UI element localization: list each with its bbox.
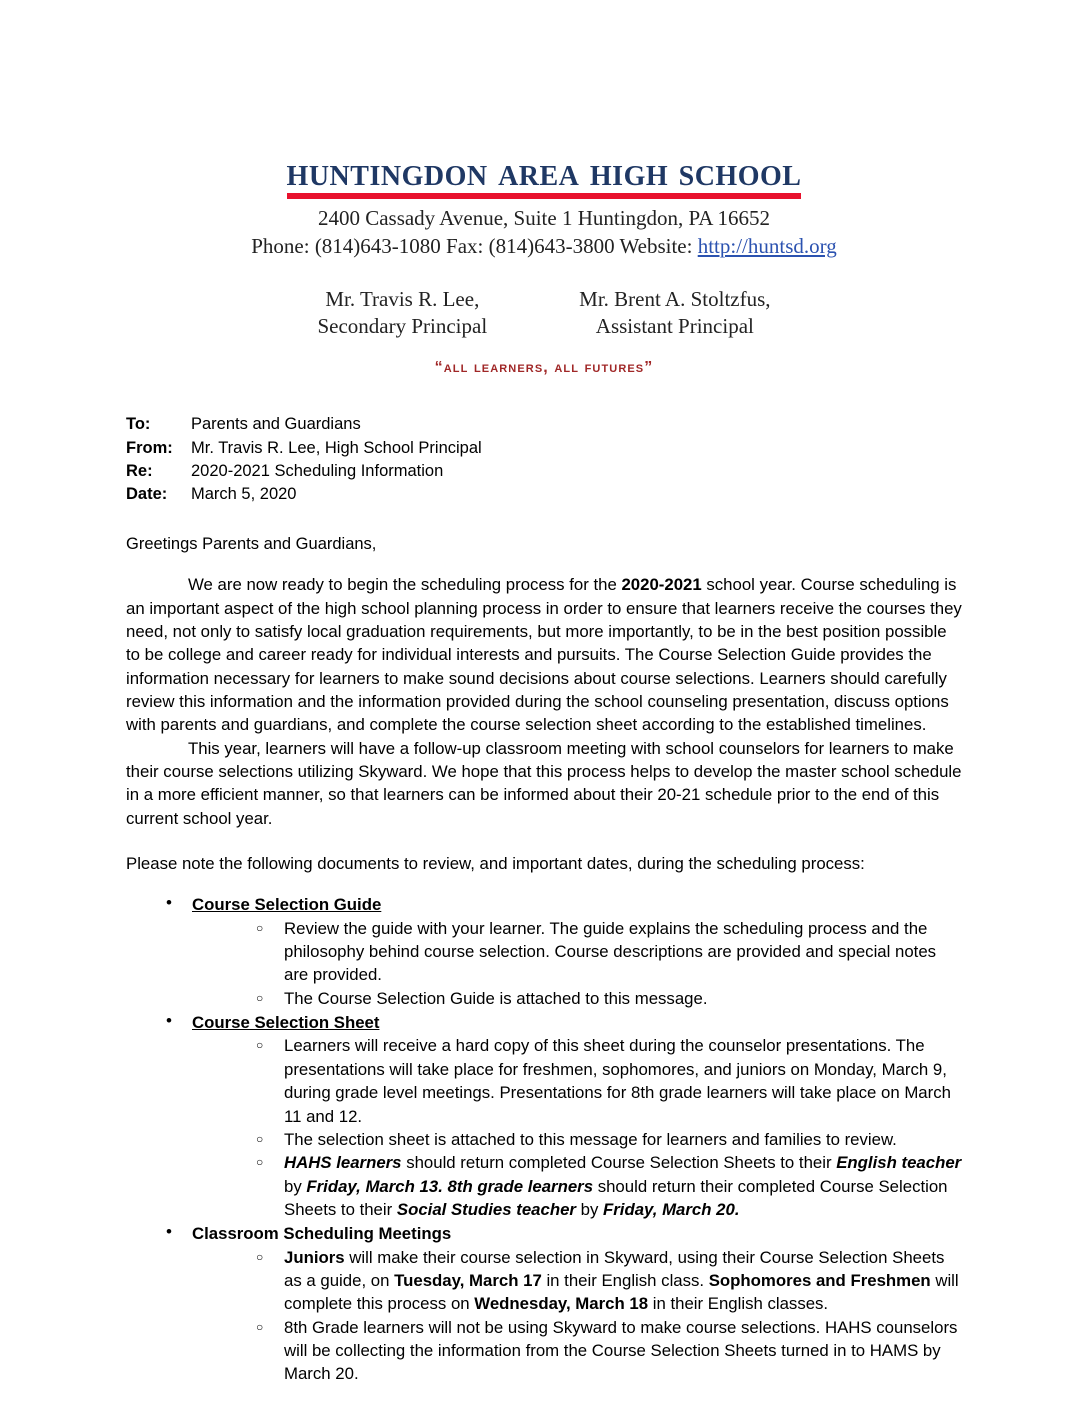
sheet-item3-part-h: by [575, 1199, 604, 1219]
emphasis-tuesday-march-17: Tuesday, March 17 [394, 1270, 542, 1290]
sublist-classroom-scheduling-meetings [192, 1246, 962, 1386]
sheet-item3-part-d: by [284, 1176, 307, 1196]
memo-row-date [126, 483, 962, 506]
list-item-classroom-scheduling-meetings [166, 1222, 962, 1385]
school-name: huntingdon area high school [286, 149, 802, 194]
contact-phone-fax-text: Phone: (814)643-1080 Fax: (814)643-3800 Website: [251, 233, 698, 258]
principal-assistant-name: Mr. Brent A. Stoltzfus, [579, 286, 771, 311]
emphasis-juniors: Juniors [284, 1247, 345, 1267]
principals-block [126, 286, 962, 341]
list-item: ○ Learners will receive a hard copy of this sheet during the counselor presentations. The presentations will take place for freshmen, sophomores, and juniors on Monday, March 9, during grade level meetings. Presentations for 8th grade learners will take place on March 11 and 12. [256, 1034, 962, 1127]
memo-label-to: To: [126, 415, 151, 434]
meetings-item1-part-f: will complete this process on [284, 1270, 959, 1314]
heading-course-selection-sheet: • Course Selection Sheet [192, 1013, 380, 1033]
list-item: ○ The Course Selection Guide is attached to this message. [256, 987, 962, 1010]
scheduling-documents-list [126, 893, 962, 1385]
emphasis-hahs-learners: HAHS learners [284, 1153, 402, 1173]
paragraph-two: This year, learners will have a follow-up classroom meeting with school counselors for learners to make their course selections utilizing Skyward. We hope that this process helps to develop the master school schedule in a more efficient manner, so that learners can be informed about their 20-21 schedule prior to the end of this current school year. [126, 738, 962, 828]
emphasis-sophomores-and-freshmen: Sophomores and Freshmen [708, 1270, 931, 1290]
principal-assistant [579, 286, 770, 341]
paragraph-one-school-year: 2020-2021 [621, 575, 702, 595]
list-item: ○ Review the guide with your learner. The guide explains the scheduling process and the philosophy behind course selection. Course descriptions are provided and special notes are provided. [256, 917, 962, 987]
meetings-item1-part-h: in their English classes. [648, 1294, 829, 1314]
emphasis-friday-march-13: Friday, March 13. 8th grade learners [306, 1176, 594, 1196]
memo-row-from [126, 437, 962, 460]
letterhead [126, 0, 962, 377]
memo-label-date: Date: [126, 485, 168, 504]
memo-row-to [126, 413, 962, 436]
school-motto: “all learners, all futures” [434, 359, 654, 377]
list-item-course-selection-guide [166, 893, 962, 1010]
principal-assistant-title: Assistant Principal [595, 314, 754, 339]
memo-header [126, 413, 962, 507]
memo-value-to: Parents and Guardians [191, 415, 361, 434]
principal-secondary-name: Mr. Travis R. Lee, [325, 286, 480, 311]
memo-value-from: Mr. Travis R. Lee, High School Principal [191, 438, 482, 457]
heading-course-selection-guide: • Course Selection Guide [192, 895, 382, 915]
memo-row-re [126, 460, 962, 483]
school-address: 2400 Cassady Avenue, Suite 1 Huntingdon, PA 16652 [317, 206, 771, 230]
principal-secondary-title: Secondary Principal [317, 314, 488, 339]
emphasis-wednesday-march-18: Wednesday, March 18 [474, 1294, 649, 1314]
list-item-course-selection-sheet [166, 1011, 962, 1221]
paragraph-one-part-b: school year. Course scheduling is an important aspect of the high school planning process in order to ensure that learners receive the courses they need, not only to satisfy local graduation requirements, but more importantly, to be in the best position possible to be college and career ready for individual interests and pursuits. The Course Selection Guide provides the information necessary for learners to make sound decisions about course selections. Learners should carefully review this information and the information provided during the school counseling presentation, discuss options with parents and guardians, and complete the course selection sheet according to the established timelines. [126, 575, 962, 735]
list-item: ○ The selection sheet is attached to this message for learners and families to review. [256, 1128, 962, 1151]
school-title-block [281, 149, 808, 199]
list-item [256, 1246, 962, 1316]
sublist-course-selection-sheet [192, 1034, 962, 1221]
sheet-item3-part-b: should return completed Course Selection Sheets to their [401, 1153, 837, 1173]
greeting-line: Greetings Parents and Guardians, [126, 534, 377, 553]
list-item [256, 1151, 962, 1221]
emphasis-english-teacher: English teacher [836, 1153, 962, 1173]
memo-label-re: Re: [126, 462, 153, 481]
sheet-item3-part-f: should return their completed Course Selection Sheets to their [284, 1176, 948, 1219]
meetings-item1-part-d: in their English class. [541, 1270, 709, 1290]
list-item: ○ 8th Grade learners will not be using Skyward to make course selections. HAHS counselors will be collecting the information from the Course Selection Sheets turned in to HAMS by March 20. [256, 1316, 962, 1386]
emphasis-social-studies-teacher: Social Studies teacher [396, 1199, 576, 1219]
meetings-item1-part-b: will make their course selection in Skyward, using their Course Selection Sheets as a guide, on [284, 1247, 945, 1290]
principal-secondary [317, 286, 487, 341]
memo-label-from: From: [126, 438, 173, 457]
school-website-link[interactable]: http://huntsd.org [697, 233, 837, 258]
school-contact-line [126, 233, 962, 260]
paragraph-one-part-a: We are now ready to begin the scheduling process for the [188, 575, 622, 595]
heading-classroom-scheduling-meetings: • Classroom Scheduling Meetings [192, 1224, 452, 1244]
emphasis-friday-march-20: Friday, March 20. [603, 1199, 740, 1219]
please-note-line: Please note the following documents to review, and important dates, during the scheduling process: [126, 854, 865, 874]
memo-value-re: 2020-2021 Scheduling Information [191, 462, 444, 481]
sublist-course-selection-guide [192, 917, 962, 1010]
paragraph-one [126, 573, 962, 736]
memo-value-date: March 5, 2020 [191, 485, 297, 504]
